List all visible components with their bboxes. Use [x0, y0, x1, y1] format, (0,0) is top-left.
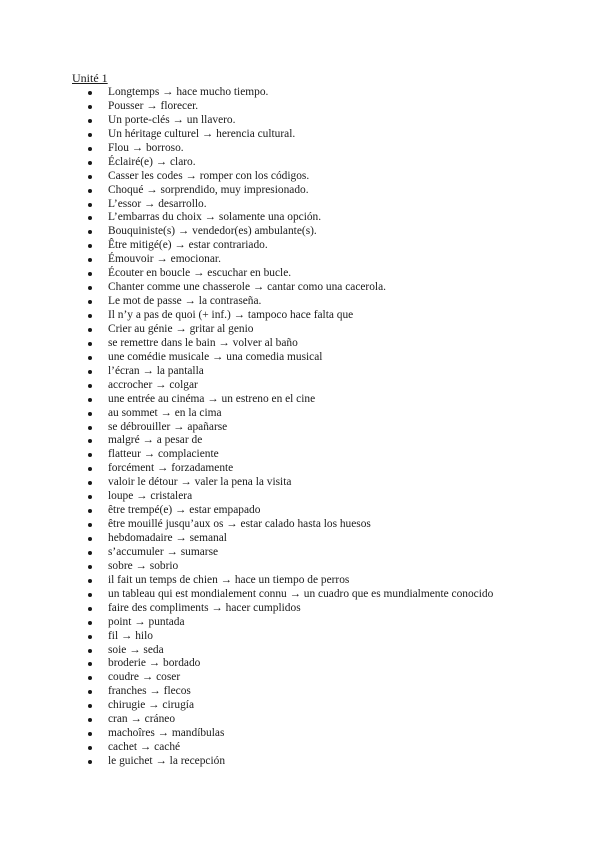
- vocab-entry: [88, 281, 493, 295]
- vocab-entry: [88, 156, 493, 170]
- bullet-icon: [88, 523, 92, 527]
- bullet-icon: [88, 426, 92, 430]
- bullet-icon: [88, 551, 92, 555]
- bullet-icon: [88, 621, 92, 625]
- vocab-entry: [88, 198, 493, 212]
- bullet-icon: [88, 662, 92, 666]
- vocab-entry-text: malgré → a pesar de: [108, 434, 203, 447]
- vocab-entry: [88, 114, 493, 128]
- bullet-icon: [88, 579, 92, 583]
- vocab-entry: [88, 239, 493, 253]
- bullet-icon: [88, 690, 92, 694]
- bullet-icon: [88, 370, 92, 374]
- vocab-entry: [88, 309, 493, 323]
- vocab-entry: [88, 755, 493, 769]
- bullet-icon: [88, 230, 92, 234]
- vocab-entry: [88, 685, 493, 699]
- bullet-icon: [88, 676, 92, 680]
- vocab-entry: [88, 365, 493, 379]
- vocab-entry-text: Éclairé(e) → claro.: [108, 155, 196, 168]
- vocab-entry-text: L’embarras du choix → solamente una opción.: [108, 211, 322, 224]
- bullet-icon: [88, 509, 92, 513]
- vocab-entry-text: faire des compliments → hacer cumplidos: [108, 601, 301, 614]
- bullet-icon: [88, 635, 92, 639]
- vocab-entry-text: Longtemps → hace mucho tiempo.: [108, 86, 269, 98]
- vocab-entry-text: loupe → cristalera: [108, 490, 193, 503]
- vocab-entry: [88, 295, 493, 309]
- vocab-entry-text: franches → flecos: [108, 685, 191, 698]
- vocab-entry-text: Il n’y a pas de quoi (+ inf.) → tampoco hace falta que: [108, 309, 354, 321]
- bullet-icon: [88, 495, 92, 499]
- vocab-entry: [88, 323, 493, 337]
- vocab-entry: [88, 630, 493, 644]
- vocab-entry-text: l’écran → la pantalla: [108, 364, 204, 377]
- vocab-entry-text: Émouvoir → emocionar.: [108, 253, 221, 266]
- bullet-icon: [88, 244, 92, 248]
- vocab-entry-text: Chanter comme une chasserole → cantar como una cacerola.: [108, 281, 386, 294]
- vocab-entry-text: soie → seda: [108, 643, 164, 656]
- bullet-icon: [88, 732, 92, 736]
- vocab-entry-text: cachet → caché: [108, 741, 181, 754]
- bullet-icon: [88, 760, 92, 764]
- vocab-entry: [88, 86, 493, 100]
- vocab-entry: [88, 518, 493, 532]
- vocab-entry-text: hebdomadaire → semanal: [108, 532, 227, 544]
- vocab-entry-text: se débrouiller → apañarse: [108, 420, 228, 433]
- vocab-entry: [88, 657, 493, 671]
- bullet-icon: [88, 314, 92, 318]
- bullet-icon: [88, 342, 92, 346]
- bullet-icon: [88, 300, 92, 304]
- vocab-entry-text: un tableau qui est mondialement connu → un cuadro que es mundialmente conocido: [108, 587, 494, 600]
- bullet-icon: [88, 119, 92, 123]
- vocab-entry: [88, 727, 493, 741]
- vocab-entry: [88, 616, 493, 630]
- vocab-entry-text: il fait un temps de chien → hace un tiempo de perros: [108, 573, 350, 586]
- vocab-entry-text: cran → cráneo: [108, 713, 176, 726]
- vocab-entry: [88, 574, 493, 588]
- bullet-icon: [88, 439, 92, 443]
- vocab-entry: [88, 546, 493, 560]
- unit-heading: Unité 1: [72, 71, 108, 85]
- vocab-entry: [88, 602, 493, 616]
- vocab-entry-text: Choqué → sorprendido, muy impresionado.: [108, 183, 309, 196]
- bullet-icon: [88, 147, 92, 151]
- vocab-entry: [88, 407, 493, 421]
- bullet-icon: [88, 161, 92, 165]
- bullet-icon: [88, 272, 92, 276]
- vocab-entry: [88, 267, 493, 281]
- vocab-entry: [88, 337, 493, 351]
- vocab-entry-text: une entrée au cinéma → un estreno en el cine: [108, 392, 316, 405]
- vocab-entry: [88, 253, 493, 267]
- bullet-icon: [88, 412, 92, 416]
- bullet-icon: [88, 649, 92, 653]
- vocab-entry-text: au sommet → en la cima: [108, 406, 222, 419]
- vocab-entry-text: Crier au génie → gritar al genio: [108, 322, 254, 335]
- bullet-icon: [88, 91, 92, 95]
- vocab-entry: [88, 379, 493, 393]
- bullet-icon: [88, 467, 92, 471]
- vocab-entry: [88, 741, 493, 755]
- vocab-entry: [88, 211, 493, 225]
- vocab-entry-text: être mouillé jusqu’aux os → estar calado hasta los huesos: [108, 518, 371, 531]
- vocab-entry-text: le guichet → la recepción: [108, 755, 226, 767]
- vocab-entry-text: chirugie → cirugía: [108, 699, 195, 712]
- vocab-entry: [88, 448, 493, 462]
- bullet-icon: [88, 593, 92, 597]
- vocab-entry: [88, 671, 493, 685]
- vocab-entry: [88, 142, 493, 156]
- vocab-entry-text: flatteur → complaciente: [108, 448, 219, 461]
- vocab-entry-text: Bouquiniste(s) → vendedor(es) ambulante(s).: [108, 225, 317, 238]
- bullet-icon: [88, 398, 92, 402]
- vocab-entry: [88, 462, 493, 476]
- vocab-entry-text: sobre → sobrio: [108, 559, 179, 572]
- vocab-entry-text: Un héritage culturel → herencia cultural.: [108, 127, 296, 140]
- vocab-entry: [88, 351, 493, 365]
- bullet-icon: [88, 607, 92, 611]
- vocab-entry: [88, 476, 493, 490]
- bullet-icon: [88, 384, 92, 388]
- bullet-icon: [88, 133, 92, 137]
- vocab-entry: [88, 128, 493, 142]
- vocab-entry-text: être trempé(e) → estar empapado: [108, 504, 261, 517]
- vocab-entry-text: L’essor → desarrollo.: [108, 197, 207, 210]
- bullet-icon: [88, 746, 92, 750]
- bullet-icon: [88, 537, 92, 541]
- vocab-entry: [88, 170, 493, 184]
- vocab-entry-text: forcément → forzadamente: [108, 462, 234, 475]
- vocab-entry-text: Pousser → florecer.: [108, 99, 199, 112]
- vocab-entry-text: machoîres → mandíbulas: [108, 727, 225, 740]
- vocab-entry-text: valoir le détour → valer la pena la visita: [108, 476, 292, 489]
- vocab-entry: [88, 560, 493, 574]
- bullet-icon: [88, 203, 92, 207]
- bullet-icon: [88, 258, 92, 262]
- vocab-entry: [88, 100, 493, 114]
- vocab-entry-text: Flou → borroso.: [108, 141, 184, 154]
- bullet-icon: [88, 718, 92, 722]
- bullet-icon: [88, 175, 92, 179]
- bullet-icon: [88, 189, 92, 193]
- bullet-icon: [88, 481, 92, 485]
- bullet-icon: [88, 328, 92, 332]
- vocab-entry-text: Casser les codes → romper con los códigos.: [108, 169, 310, 182]
- bullet-icon: [88, 356, 92, 360]
- vocab-entry-text: coudre → coser: [108, 671, 181, 684]
- bullet-icon: [88, 216, 92, 220]
- vocab-entry: [88, 713, 493, 727]
- vocab-entry-text: Écouter en boucle → escuchar en bucle.: [108, 267, 292, 280]
- vocabulary-list: [88, 86, 493, 769]
- vocab-entry-text: broderie → bordado: [108, 657, 201, 670]
- vocab-entry-text: Un porte-clés → un llavero.: [108, 113, 236, 126]
- vocab-entry-text: fil → hilo: [108, 629, 153, 642]
- vocab-entry: [88, 421, 493, 435]
- bullet-icon: [88, 704, 92, 708]
- vocab-entry: [88, 699, 493, 713]
- bullet-icon: [88, 565, 92, 569]
- vocab-entry: [88, 644, 493, 658]
- vocab-entry: [88, 490, 493, 504]
- vocab-entry: [88, 225, 493, 239]
- vocab-entry: [88, 504, 493, 518]
- vocab-entry-text: se remettre dans le bain → volver al baño: [108, 336, 298, 349]
- vocab-entry: [88, 184, 493, 198]
- vocab-entry-text: Le mot de passe → la contraseña.: [108, 295, 262, 308]
- vocab-entry-text: point → puntada: [108, 615, 185, 628]
- vocab-entry: [88, 588, 493, 602]
- vocab-entry-text: s’accumuler → sumarse: [108, 545, 219, 558]
- vocab-entry: [88, 393, 493, 407]
- vocab-entry-text: Être mitigé(e) → estar contrariado.: [108, 239, 268, 252]
- vocab-entry: [88, 532, 493, 546]
- vocab-entry-text: accrocher → colgar: [108, 378, 198, 391]
- bullet-icon: [88, 286, 92, 290]
- bullet-icon: [88, 453, 92, 457]
- bullet-icon: [88, 105, 92, 109]
- vocab-entry: [88, 434, 493, 448]
- vocab-entry-text: une comédie musicale → una comedia musical: [108, 350, 323, 363]
